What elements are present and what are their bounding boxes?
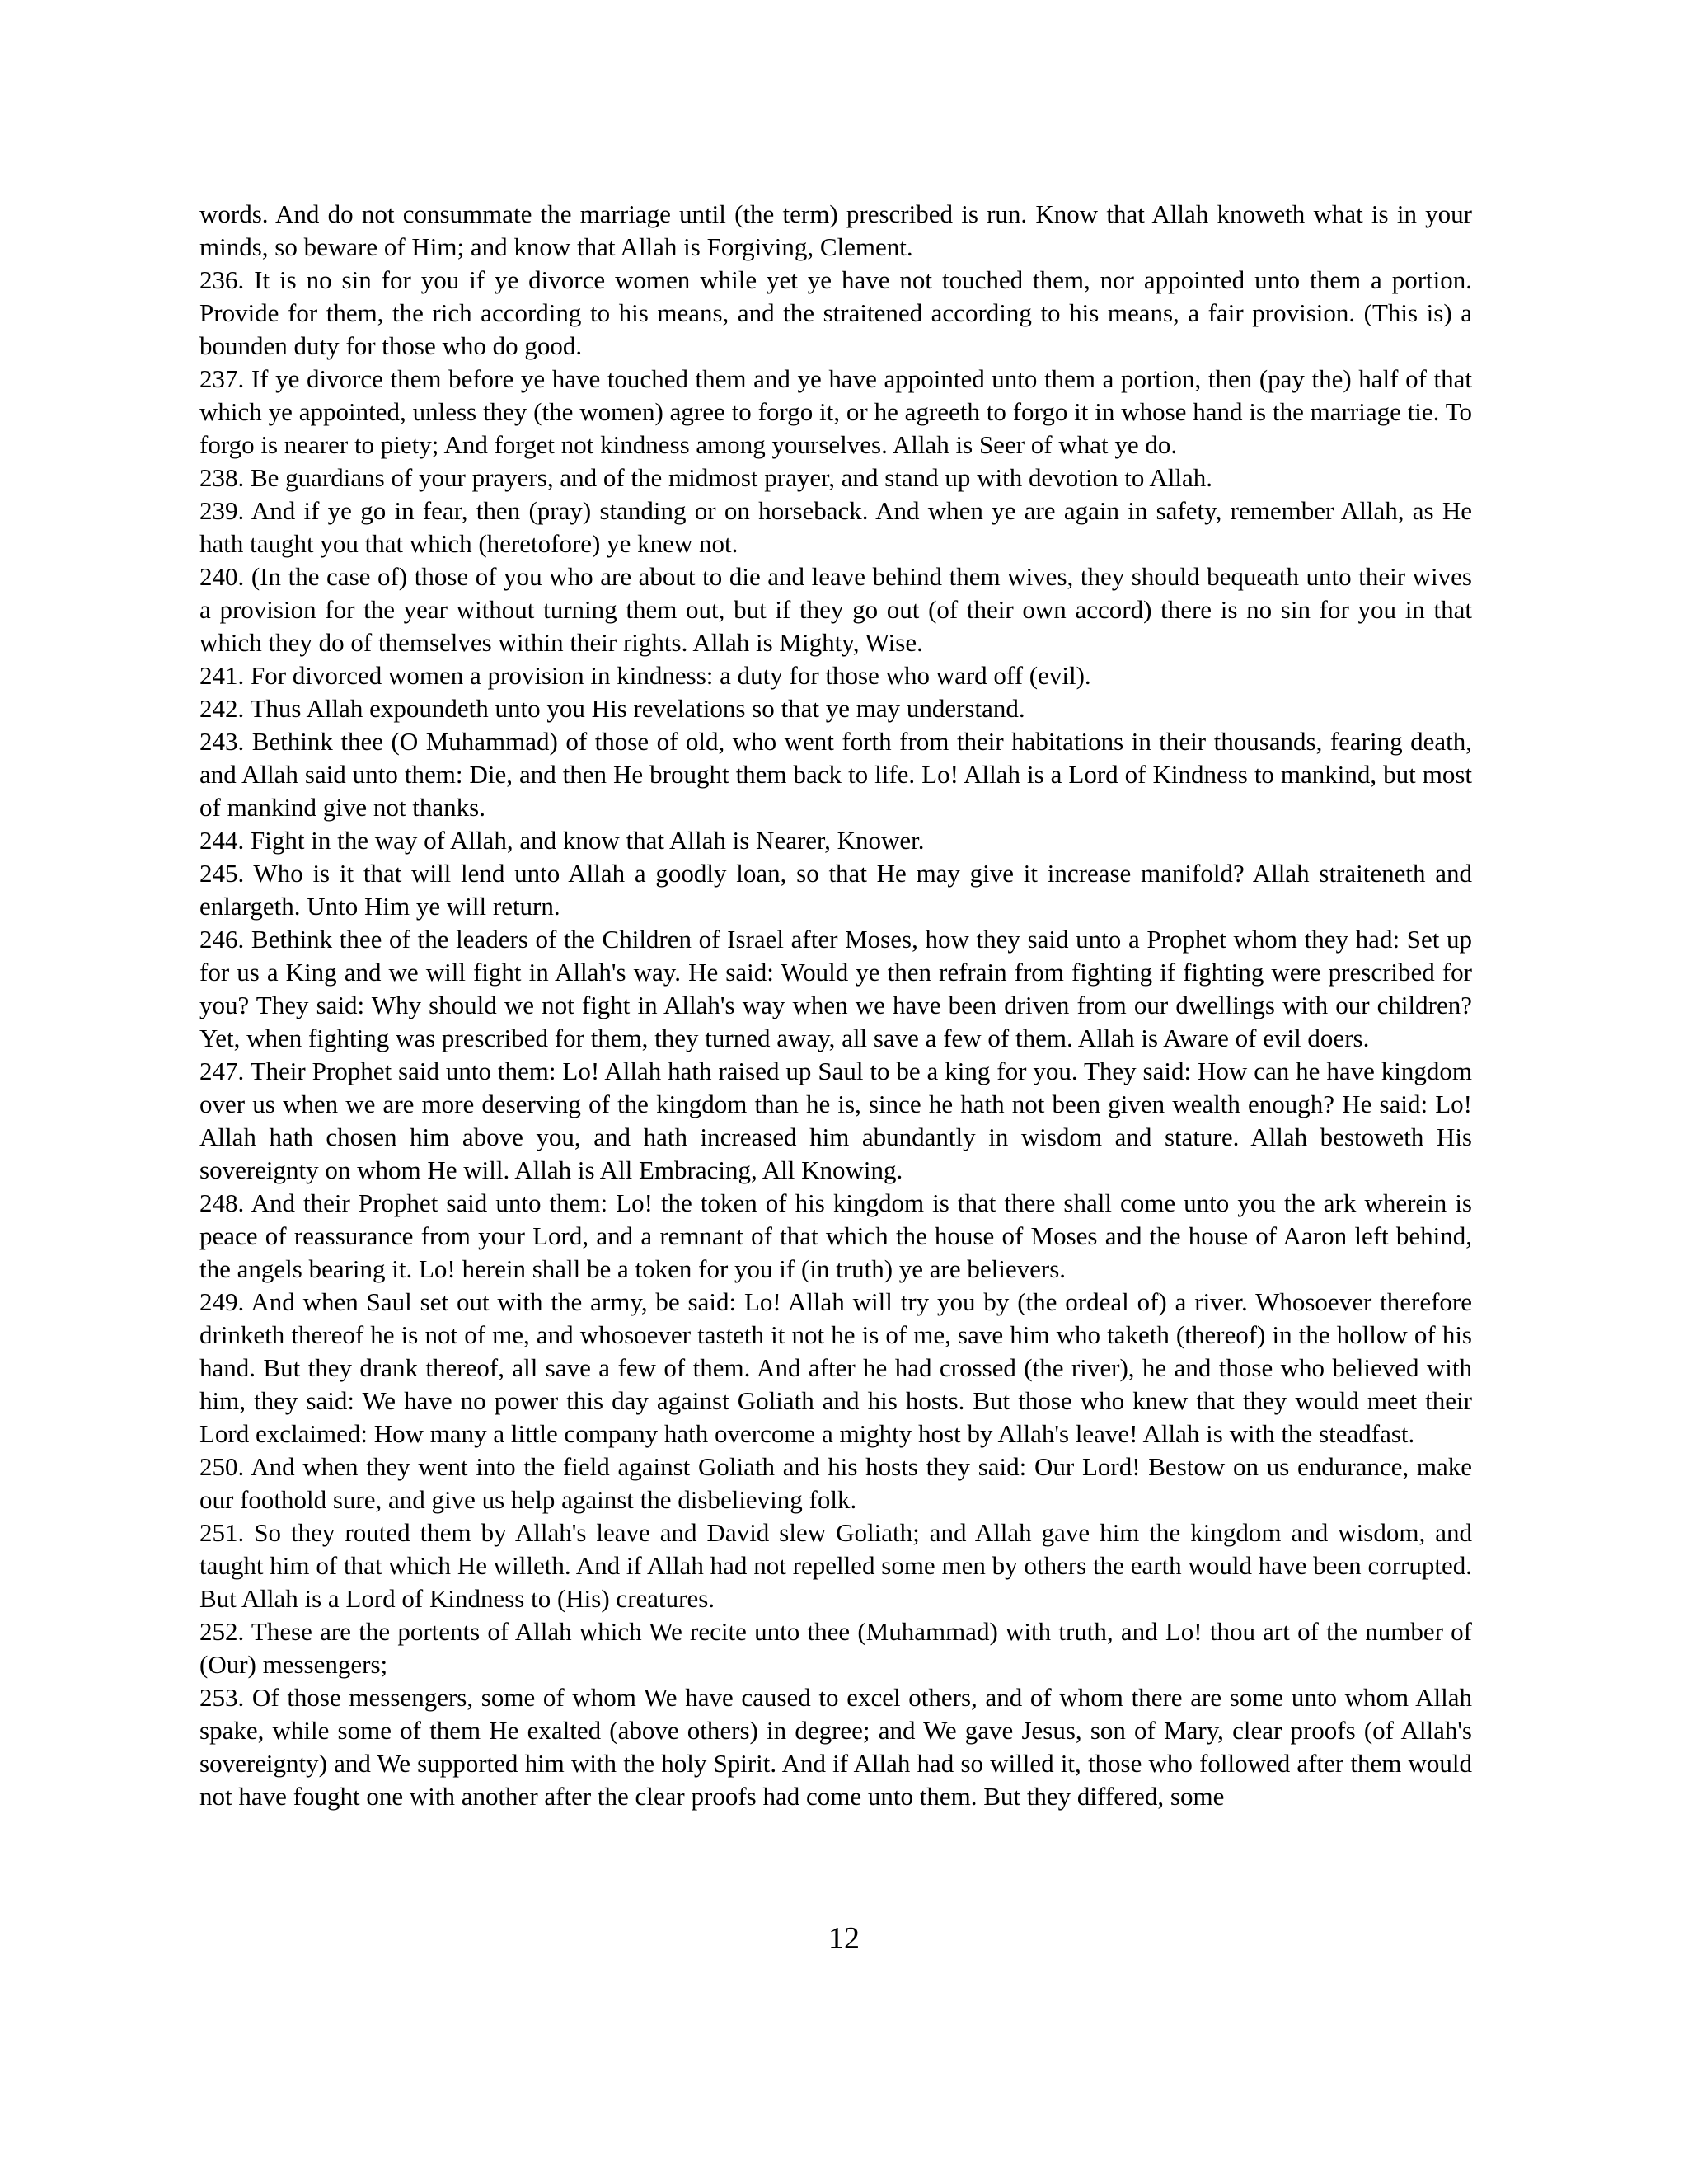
verse-237: 237. If ye divorce them before ye have touched them and ye have appointed unto them a portion, then (pay the) half of that which ye appointed, unless they (the women) agree to forgo it, or he agreeth to forgo it in whose hand is the marriage tie. To forgo is nearer to piety; And forget not kindness among yourselves. Allah is Seer of what ye do. <box>199 364 1472 459</box>
verse-244: 244. Fight in the way of Allah, and know that Allah is Nearer, Knower. <box>199 826 925 855</box>
verse-242: 242. Thus Allah expoundeth unto you His revelations so that ye may understand. <box>199 694 1025 723</box>
verse-245: 245. Who is it that will lend unto Allah a goodly loan, so that He may give it increase manifold? Allah straiteneth and enlargeth. Unto Him ye will return. <box>199 859 1472 921</box>
verse-246: 246. Bethink thee of the leaders of the Children of Israel after Moses, how they said unto a Prophet whom they had: Set up for us a King and we will fight in Allah's way. He said: Would ye then refrain from fighting if fighting were prescribed for you? They said: Why should we not fight in Allah's way when we have been driven from our dwellings with our children? Yet, when fighting was prescribed for them, they turned away, all save a few of them. Allah is Aware of evil doers. <box>199 925 1472 1052</box>
verse-251: 251. So they routed them by Allah's leave and David slew Goliath; and Allah gave him the kingdom and wisdom, and taught him of that which He willeth. And if Allah had not repelled some men by others the earth would have been corrupted. But Allah is a Lord of Kindness to (His) creatures. <box>199 1518 1472 1613</box>
verse-252: 252. These are the portents of Allah which We recite unto thee (Muhammad) with truth, and Lo! thou art of the number of (Our) messengers; <box>199 1617 1472 1679</box>
verse-250: 250. And when they went into the field against Goliath and his hosts they said: Our Lord! Bestow on us endurance, make our foothold sure, and give us help against the disbelieving folk. <box>199 1452 1472 1514</box>
verse-247: 247. Their Prophet said unto them: Lo! Allah hath raised up Saul to be a king for you. They said: How can he have kingdom over us when we are more deserving of the kingdom than he is, since he hath not been given wealth enough? He said: Lo! Allah hath chosen him above you, and hath increased him abundantly in wisdom and stature. Allah bestoweth His sovereignty on whom He will. Allah is All Embracing, All Knowing. <box>199 1057 1472 1184</box>
paragraph-continuation: words. And do not consummate the marriage until (the term) prescribed is run. Know that Allah knoweth what is in your minds, so beware of Him; and know that Allah is Forgiving, Clement. <box>199 199 1472 261</box>
verse-240: 240. (In the case of) those of you who are about to die and leave behind them wives, they should bequeath unto their wives a provision for the year without turning them out, but if they go out (of their own accord) there is no sin for you in that which they do of themselves within their rights. Allah is Mighty, Wise. <box>199 562 1472 657</box>
page-body-text <box>199 198 1472 1813</box>
verse-241: 241. For divorced women a provision in kindness: a duty for those who ward off (evil). <box>199 661 1091 690</box>
page-number: 12 <box>828 1921 860 1956</box>
verse-239: 239. And if ye go in fear, then (pray) standing or on horseback. And when ye are again in safety, remember Allah, as He hath taught you that which (heretofore) ye knew not. <box>199 496 1472 558</box>
verse-249: 249. And when Saul set out with the army, be said: Lo! Allah will try you by (the ordeal of) a river. Whosoever therefore drinketh thereof he is not of me, and whosoever tasteth it not he is of me, save him who taketh (thereof) in the hollow of his hand. But they drank thereof, all save a few of them. And after he had crossed (the river), he and those who believed with him, they said: We have no power this day against Goliath and his hosts. But those who knew that they would meet their Lord exclaimed: How many a little company hath overcome a mighty host by Allah's leave! Allah is with the steadfast. <box>199 1287 1472 1448</box>
verse-236: 236. It is no sin for you if ye divorce women while yet ye have not touched them, nor appointed unto them a portion. Provide for them, the rich according to his means, and the straitened according to his means, a fair provision. (This is) a bounden duty for those who do good. <box>199 265 1472 360</box>
verse-253: 253. Of those messengers, some of whom We have caused to excel others, and of whom there are some unto whom Allah spake, while some of them He exalted (above others) in degree; and We gave Jesus, son of Mary, clear proofs (of Allah's sovereignty) and We supported him with the holy Spirit. And if Allah had so willed it, those who followed after them would not have fought one with another after the clear proofs had come unto them. But they differed, some <box>199 1683 1472 1811</box>
verse-238: 238. Be guardians of your prayers, and of the midmost prayer, and stand up with devotion to Allah. <box>199 463 1213 492</box>
verse-243: 243. Bethink thee (O Muhammad) of those of old, who went forth from their habitations in their thousands, fearing death, and Allah said unto them: Die, and then He brought them back to life. Lo! Allah is a Lord of Kindness to mankind, but most of mankind give not thanks. <box>199 727 1472 822</box>
verse-248: 248. And their Prophet said unto them: Lo! the token of his kingdom is that there shall come unto you the ark wherein is peace of reassurance from your Lord, and a remnant of that which the house of Moses and the house of Aaron left behind, the angels bearing it. Lo! herein shall be a token for you if (in truth) ye are believers. <box>199 1188 1472 1283</box>
